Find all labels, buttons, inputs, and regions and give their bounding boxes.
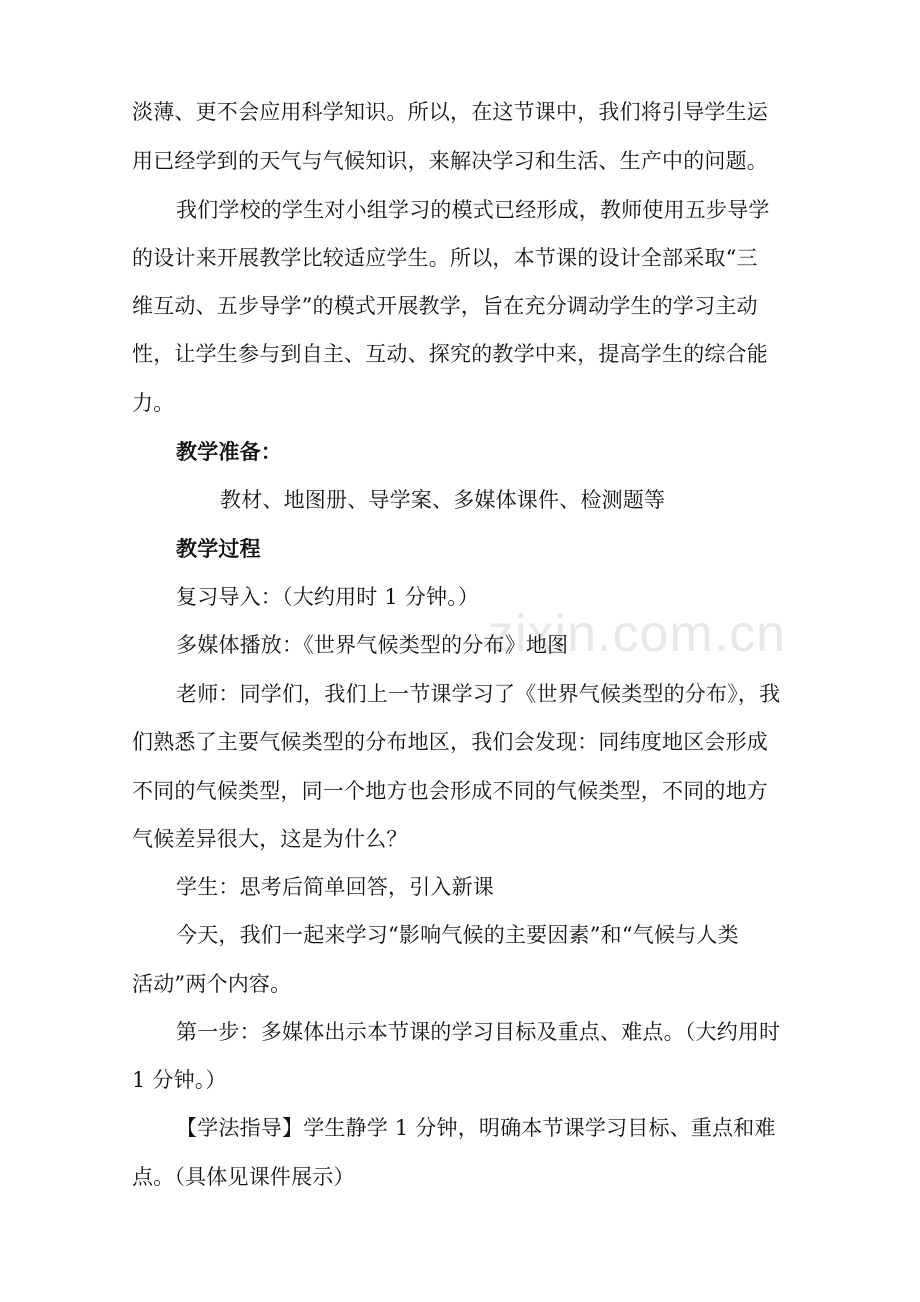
section-heading-process: 教学过程 — [176, 536, 261, 561]
paragraph-line: 淡薄、更不会应用科学知识。所以，在这节课中，我们将引导学生运 — [132, 100, 768, 124]
paragraph-line: 活动”两个内容。 — [132, 972, 292, 996]
watermark: zixin.com.cn — [488, 605, 787, 663]
section-heading-preparation: 教学准备： — [176, 439, 282, 464]
preparation-materials: 教材、地图册、导学案、多媒体课件、检测题等 — [220, 488, 666, 512]
paragraph-line: 复习导入：（大约用时 1 分钟。） — [176, 585, 480, 609]
paragraph-line: 用已经学到的天气与气候知识，来解决学习和生活、生产中的问题。 — [132, 149, 768, 173]
paragraph-line: 今天，我们一起来学习“影响气候的主要因素”和“气候与人类 — [176, 923, 739, 947]
paragraph-line: 老师：同学们，我们上一节课学习了《世界气候类型的分布》，我 — [176, 682, 781, 706]
paragraph-line: 们熟悉了主要气候类型的分布地区，我们会发现：同纬度地区会形成 — [132, 730, 768, 754]
paragraph-line: 点。（具体见课件展示） — [132, 1165, 355, 1189]
paragraph-line: 的设计来开展教学比较适应学生。所以，本节课的设计全部采取“三 — [132, 246, 758, 270]
paragraph-line: 第一步：多媒体出示本节课的学习目标及重点、难点。（大约用时 — [176, 1020, 781, 1044]
paragraph-line: 不同的气候类型，同一个地方也会形成不同的气候类型，不同的地方 — [132, 779, 768, 803]
paragraph-line: 我们学校的学生对小组学习的模式已经形成，教师使用五步导学 — [176, 198, 770, 222]
paragraph-line: 【学法指导】学生静学 1 分钟，明确本节课学习目标、重点和难 — [176, 1116, 776, 1140]
paragraph-line: 多媒体播放：《世界气候类型的分布》地图 — [176, 633, 569, 657]
paragraph-line: 1 分钟。） — [132, 1068, 227, 1092]
paragraph-line: 气候差异很大，这是为什么？ — [132, 827, 408, 851]
paragraph-line: 力。 — [132, 391, 175, 415]
paragraph-line: 性，让学生参与到自主、互动、探究的教学中来，提高学生的综合能 — [132, 342, 768, 366]
paragraph-line: 学生：思考后简单回答，引入新课 — [176, 875, 494, 899]
paragraph-line: 维互动、五步导学”的模式开展教学，旨在充分调动学生的学习主动 — [132, 294, 758, 318]
